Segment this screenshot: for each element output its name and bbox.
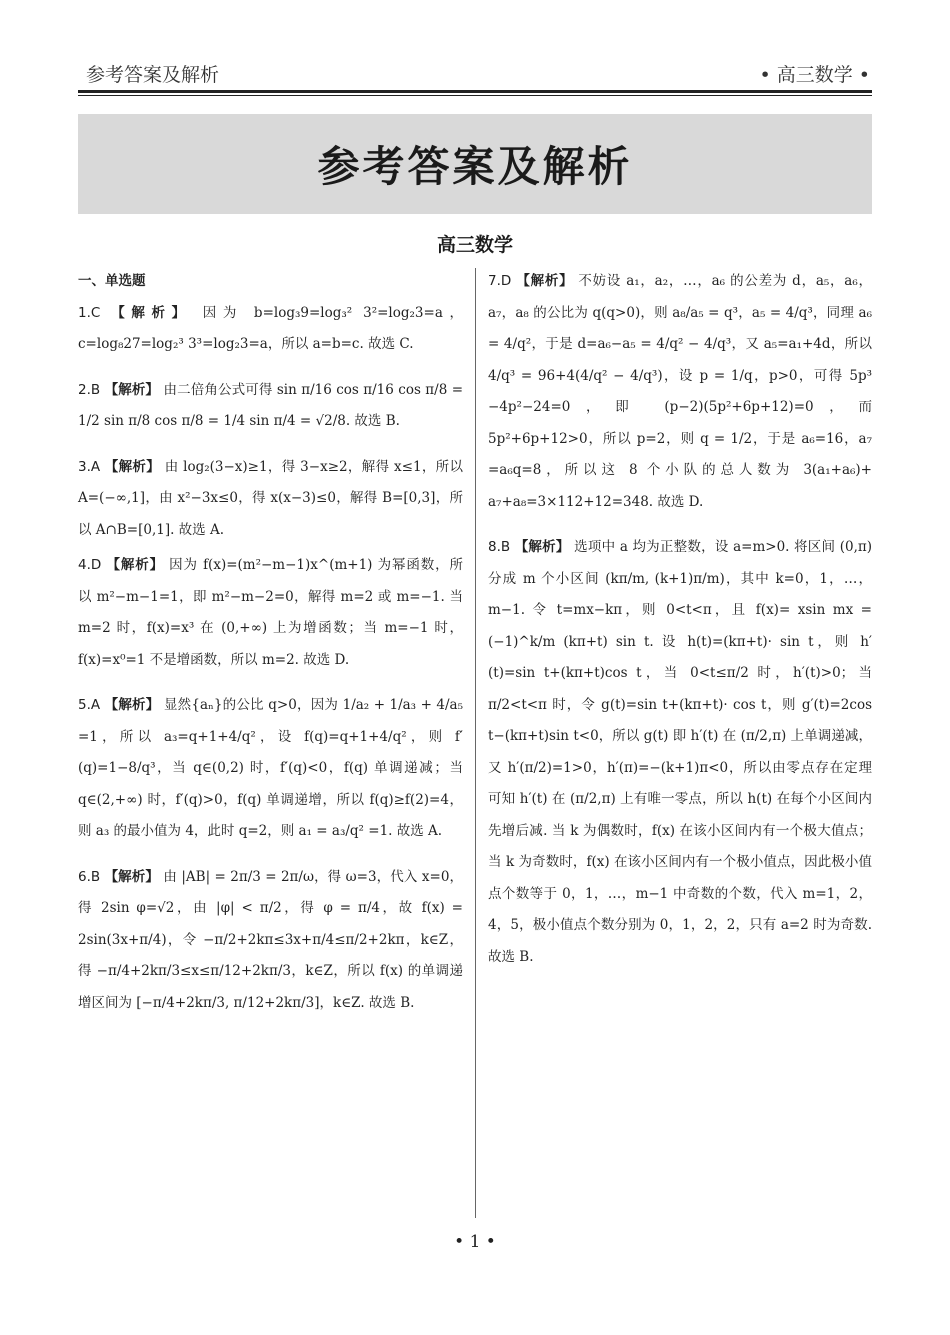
answer-number: 5.A bbox=[78, 697, 101, 713]
answer-item-3 bbox=[78, 452, 463, 547]
header-rule-thin bbox=[78, 95, 872, 96]
header-rule bbox=[78, 90, 872, 93]
banner-title: 参考答案及解析 bbox=[317, 142, 633, 191]
analysis-tag: 【解析】 bbox=[514, 539, 570, 555]
answer-number: 2.B bbox=[78, 381, 101, 398]
analysis-tag: 【解析】 bbox=[104, 381, 160, 398]
analysis-tag: 【解析】 bbox=[104, 458, 161, 475]
analysis-tag: 【解析】 bbox=[111, 304, 192, 321]
answer-text: 因为 b=log₃9=log₃² 3²=log₂3=a，c=log₈27=log₂³ 3³=log₂3=a，所以 a=b=c. 故选 C. bbox=[78, 304, 464, 352]
analysis-tag: 【解析】 bbox=[106, 557, 164, 573]
answer-item-6 bbox=[78, 862, 463, 1020]
answer-item-4 bbox=[78, 550, 463, 676]
answer-text: 由二倍角公式可得 sin π/16 cos π/16 cos π/8 = 1/2 sin π/8 cos π/8 = 1/4 sin π/4 = √2/8. 故选 B. bbox=[78, 381, 464, 429]
answer-number: 7.D bbox=[488, 273, 512, 289]
answer-item-5 bbox=[78, 690, 463, 848]
answer-number: 4.D bbox=[78, 557, 102, 573]
running-header-right: • 高三数学 • bbox=[759, 64, 870, 86]
answer-item-8 bbox=[488, 532, 872, 973]
answer-text: 由 |AB| = 2π/3 = 2π/ω，得 ω=3，代入 x=0，得 2sin φ=√2，由 |φ| < π/2，得 φ = π/4，故 f(x) = 2sin(3x+π/4)，令 −π/2+2kπ≤3x+π/4≤π/2+2kπ，k∈Z，得 −π/4+2kπ/3≤x≤π/12+2kπ/3，k∈Z，所以 f(x) 的单调递增区间为 [−π/4+2kπ/3, π/12+2kπ/3]，k∈Z. 故选 B. bbox=[78, 868, 464, 1011]
subject-title: 高三数学 bbox=[436, 234, 513, 256]
title-banner bbox=[78, 114, 872, 214]
answer-text: 选项中 a 均为正整数，设 a=m>0. 将区间 (0,π) 分成 m 个小区间 (kπ/m, (k+1)π/m)，其中 k=0，1，…，m−1. 令 t=mx−kπ，则 0<t<π，且 f(x)= xsin mx = (−1)^k/m (kπ+t) sin t. 设 h(t)=(kπ+t)· sin t，则 h′(t)=sin t+(kπ+t)cos t，当 0<t≤π/2 时，h′(t)>0；当 π/2<t<π 时，令 g(t)=sin t+(kπ+t)· cos t，则 g′(t)=2cos t−(kπ+t)sin t<0，所以 g(t) 即 h′(t) 在 (π/2,π) 上单调递减，又 h′(π/2)=1>0，h′(π)=−(k+1)π<0，所以由零点存在定理可知 h′(t) 在 (π/2,π) 上有唯一零点，所以 h(t) 在每个小区间内先增后减. 当 k 为偶数时，f(x) 在该小区间内有一个极大值点；当 k 为奇数时，f(x) 在该小区间内有一个极小值点，因此极小值点个数等于 0，1，…，m−1 中奇数的个数，代入 m=1，2，4，5，极小值点个数分别为 0，1，2，2，只有 a=2 时为奇数. 故选 B. bbox=[488, 539, 872, 965]
answer-text: 显然{aₙ}的公比 q>0，因为 1/a₂ + 1/a₃ + 4/a₅ =1，所以 a₃=q+1+4/q²，设 f(q)=q+1+4/q²，则 f′(q)=1−8/q³，当 q∈(0,2) 时，f′(q)<0，f(q) 单调递减；当 q∈(2,+∞) 时，f′(q)>0，f(q) 单调递增，所以 f(q)≥f(2)=4，则 a₃ 的最小值为 4，此时 q=2，则 a₁ = a₃/q² =1. 故选 A. bbox=[78, 697, 463, 839]
answer-text: 不妨设 a₁，a₂，…，a₆ 的公差为 d，a₅，a₆，a₇，a₈ 的公比为 q(q>0)，则 a₈/a₅ = q³，a₅ = 4/q³，同理 a₆ = 4/q²，于是 d=a₆−a₅ = 4/q² − 4/q³，又 a₅=a₁+4d，所以 4/q³ = 96+4(4/q² − 4/q³)，设 p = 1/q，p>0，可得 5p³ −4p²−24=0，即 (p−2)(5p²+6p+12)=0，而 5p²+6p+12>0，所以 p=2，则 q = 1/2，于是 a₆=16，a₇ =a₆q=8，所以这 8 个小队的总人数为 3(a₁+a₆)+ a₇+a₈=3×112+12=348. 故选 D. bbox=[488, 273, 872, 510]
answer-number: 3.A bbox=[78, 458, 101, 475]
answer-item-1 bbox=[78, 298, 463, 361]
running-header bbox=[78, 58, 872, 88]
answer-item-2 bbox=[78, 375, 463, 438]
section-heading: 一、单选题 bbox=[78, 273, 146, 289]
answer-text: 由 log₂(3−x)≥1，得 3−x≥2，解得 x≤1，所以 A=(−∞,1]，由 x²−3x≤0，得 x(x−3)≤0，解得 B=[0,3]，所以 A∩B=[0,1]. 故选 A. bbox=[78, 458, 464, 538]
page-number: • 1 • bbox=[454, 1232, 496, 1252]
answer-number: 1.C bbox=[78, 304, 101, 321]
answer-number: 6.B bbox=[78, 868, 101, 885]
right-column bbox=[488, 266, 872, 973]
running-header-left: 参考答案及解析 bbox=[86, 64, 220, 86]
answer-number: 8.B bbox=[488, 539, 511, 555]
column-divider bbox=[475, 268, 476, 1218]
analysis-tag: 【解析】 bbox=[104, 697, 160, 713]
answer-item-7 bbox=[488, 266, 872, 518]
left-column bbox=[78, 266, 463, 1019]
answer-text: 因为 f(x)=(m²−m−1)x^(m+1) 为幂函数，所以 m²−m−1=1，即 m²−m−2=0，解得 m=2 或 m=−1. 当 m=2 时，f(x)=x³ 在 (0,+∞) 上为增函数；当 m=−1 时，f(x)=x⁰=1 不是增函数，所以 m=2. 故选 D. bbox=[78, 557, 463, 668]
analysis-tag: 【解析】 bbox=[104, 868, 159, 885]
analysis-tag: 【解析】 bbox=[516, 273, 574, 289]
